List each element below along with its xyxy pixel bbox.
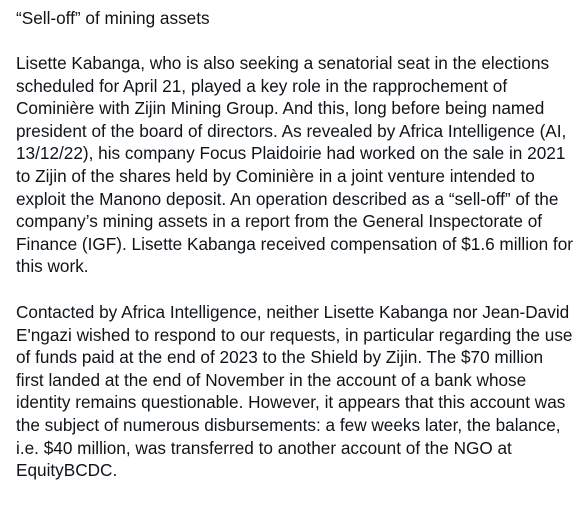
paragraph-1: Lisette Kabanga, who is also seeking a senatorial seat in the elections scheduled for April 21, played a key role in the rapprochement of Cominière with Zijin Mining Group. And this, long before being named president of the board of directors. As revealed by Africa Intelligence (AI, 13/12/22), his company Focus Plaidoirie had worked on the sale in 2021 to Zijin of the shares held by Cominière in a joint venture intended to exploit the Manono deposit. An operation described as a “sell-off” of the company’s mining assets in a report from the General Inspectorate of Finance (IGF). Lisette Kabanga received compensation of $1.6 million for this work. [16, 53, 573, 277]
section-heading: “Sell-off” of mining assets [16, 8, 210, 28]
paragraph-2: Contacted by Africa Intelligence, neither Lisette Kabanga nor Jean-David E'ngazi wished to respond to our requests, in particular regarding the use of funds paid at the end of 2023 to the Shield by Zijin. The $70 million first landed at the end of November in the account of a bank whose identity remains questionable. However, it appears that this account was the subject of numerous disbursements: a few weeks later, the balance, i.e. $40 million, was transferred to another account of the NGO at EquityBCDC. [16, 301, 573, 481]
